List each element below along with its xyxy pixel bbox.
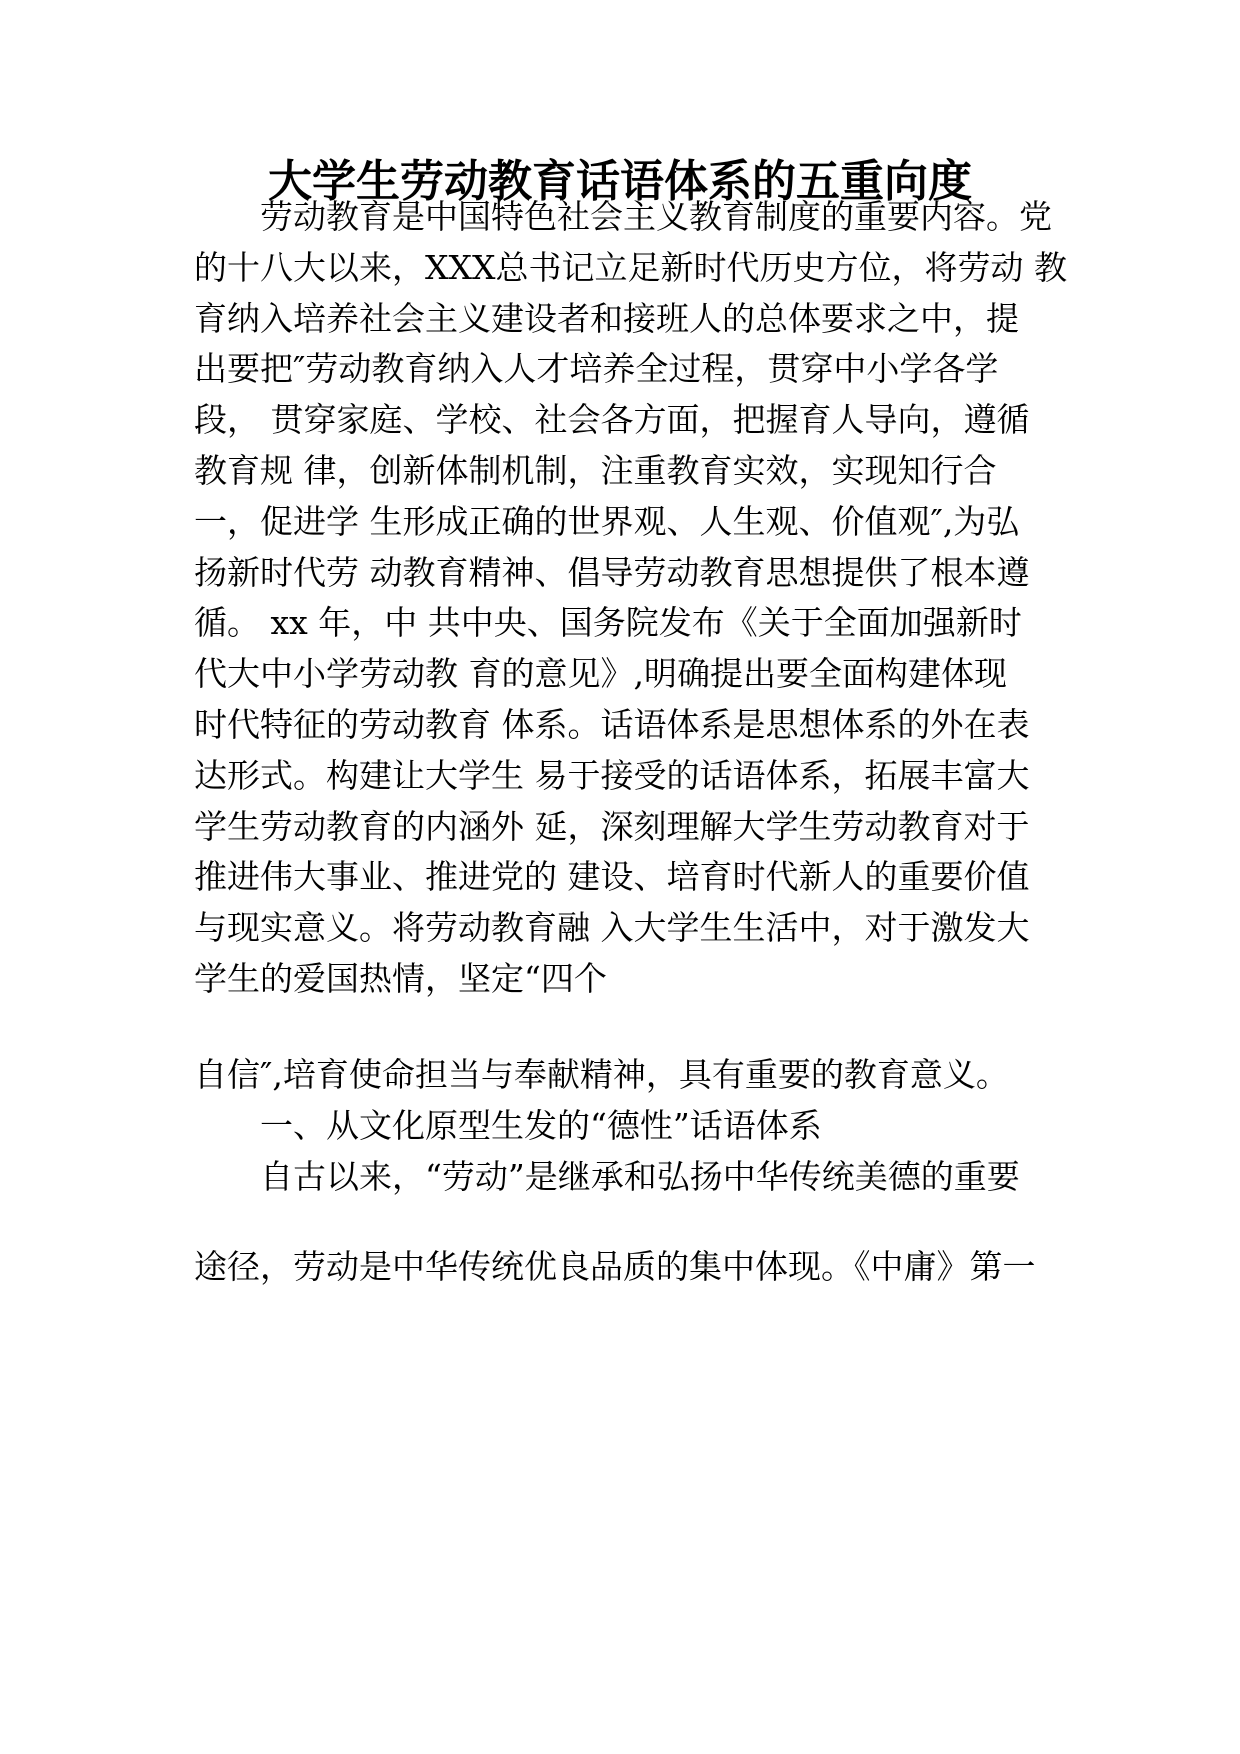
paragraph-line: 劳动教育是中国特色社会主义教育制度的重要内容。党 [194,197,1052,236]
section-paragraph-line: 途径，劳动是中华传统优良品质的集中体现。《中庸》第一 [194,1247,1036,1286]
paragraph-line: 与现实意义。将劳动教育融 入大学生生活中，对于激发大 [194,908,1030,948]
paragraph-continuation: 自信″,培育使命担当与奉献精神，具有重要的教育意义。 [194,1055,1009,1094]
paragraph-line: 达形式。构建让大学生 易于接受的话语体系，拓展丰富大 [194,755,1030,795]
paragraph-line: 循。 xx 年，中 共中央、国务院发布《关于全面加强新时 [194,603,1022,643]
intro-paragraph [194,192,1067,1005]
paragraph-line: 时代特征的劳动教育 体系。话语体系是思想体系的外在表 [194,704,1030,744]
paragraph-line: 出要把″劳动教育纳入人才培养全过程，贯穿中小学各学 [194,349,999,389]
paragraph-line: 学生的爱国热情，坚定“四个 [194,958,607,998]
paragraph-line: 育纳入培养社会主义建设者和接班人的总体要求之中，提 [194,298,1019,338]
paragraph-line: 段， 贯穿家庭、学校、社会各方面，把握育人导向，遵循 [194,400,1030,440]
paragraph-line: 代大中小学劳动教 育的意见》,明确提出要全面构建体现 [194,654,1007,694]
section-heading: 一、从文化原型生发的“德性”话语体系 [194,1106,822,1145]
paragraph-line: 推进伟大事业、推进党的 建设、培育时代新人的重要价值 [194,857,1030,897]
paragraph-line: 扬新时代劳 动教育精神、倡导劳动教育思想提供了根本遵 [194,552,1030,592]
document-title: 大学生劳动教育话语体系的五重向度 [268,156,972,207]
section-paragraph-line: 自古以来，“劳动”是继承和弘扬中华传统美德的重要 [194,1157,1020,1196]
paragraph-line: 学生劳动教育的内涵外 延，深刻理解大学生劳动教育对于 [194,806,1030,846]
paragraph-line: 的十八大以来，XXX总书记立足新时代历史方位，将劳动 教 [194,247,1067,287]
paragraph-line: 教育规 律，创新体制机制，注重教育实效，实现知行合 [194,450,997,490]
paragraph-line: 一，促进学 生形成正确的世界观、人生观、价值观″,为弘 [194,501,1020,541]
